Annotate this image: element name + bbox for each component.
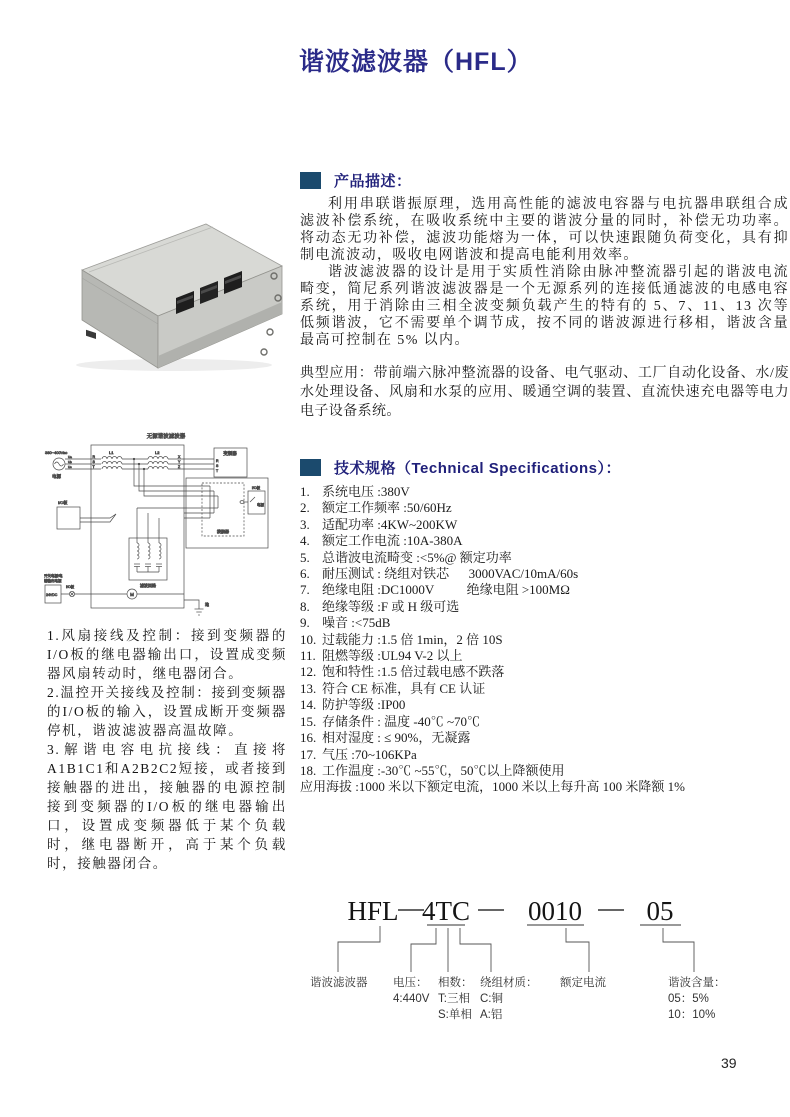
wiring-note-1: 1.风扇接线及控制：接到变频器的I/O板的继电器输出口，设置成变频器风扇转动时，继电器闭合。 [47, 628, 287, 681]
supply-voltage-label: 380~400Vac [45, 450, 68, 455]
spec-item: 3. 适配功率 :4KW~200KW [300, 516, 458, 532]
out-x-label: X [178, 455, 181, 459]
out-y-label: Y [178, 460, 181, 464]
label-winding-item-1: C:铜 [480, 993, 503, 1005]
label-voltage-title: 电压： [393, 977, 428, 989]
spec-item: 6. 耐压测试 : 绕组对铁芯 3000VAC/10mA/60s [300, 566, 579, 582]
relay-power-label: 电源 [257, 503, 264, 507]
vfd-label: 变频器 [223, 451, 237, 456]
lc-circuit-label: 滤波回路 [140, 583, 156, 588]
spec-item: 8. 绝缘等级 :F 或 H 级可选 [300, 598, 460, 614]
phase-ua-label: Ua [68, 455, 72, 459]
label-winding-item-2: A:铝 [480, 1009, 503, 1021]
label-harmonic-item-1: 05：5% [668, 993, 709, 1005]
label-harmonic-title: 谐波含量： [668, 977, 726, 989]
model-code-diagram [308, 892, 782, 1034]
label-winding-title: 绕组材质： [480, 977, 538, 989]
spec-item: 16. 相对湿度 : ≤ 90%，无凝露 [300, 730, 471, 746]
dc-label: 24VDC [46, 593, 58, 597]
spec-item: 7. 绝缘电阻 :DC1000V 绝缘电阻 >100MΩ [300, 582, 570, 598]
spec-item: 2. 额定工作频率 :50/60Hz [300, 500, 452, 516]
wiring-notes [47, 626, 287, 873]
psu-label-1: 开关电源/电 [44, 574, 63, 578]
section-technical-specifications [300, 457, 621, 478]
model-connectors [338, 926, 694, 972]
model-segment-harmonic: 05 [646, 896, 674, 926]
vfd-r-label: R [216, 459, 219, 463]
io-board-right-label: I/O板 [251, 486, 261, 490]
label-rated-current: 额定电流 [560, 977, 606, 989]
product-photo [56, 206, 288, 374]
lc-branches [134, 508, 184, 572]
spec-item: 17. 气压 :70~106KPa [300, 746, 417, 762]
label-phase-title: 相数： [438, 977, 473, 989]
contactor-label: 接触器 [217, 529, 229, 534]
io-board-left-label: I/O板 [58, 500, 68, 505]
section-label: 技术规格（Technical Specifications）： [334, 460, 621, 477]
section-square-icon [300, 172, 321, 189]
io-pointer [80, 514, 116, 522]
psu-label-2: 辅输出电源 [44, 579, 62, 583]
spec-item: 14. 防护等级 :IP00 [300, 697, 406, 713]
input-s-label: S [92, 460, 95, 464]
description-paragraph-2: 谐波滤波器的设计是用于实质性消除由脉冲整流器引起的谐波电流畸变，简尼系列谐波滤波器是一个无源系列的连接低通滤波的电感电容系统，用于消除由三相全波变频负载产生的特有的 5、7、11、13 次等低频谐波，它不需要单个调节成，按不同的谐波源进行移相，谐波含量最高可控制在 5% 以内。 [300, 265, 789, 348]
spec-item: 12. 饱和特性 :1.5 倍过载电感不跌落 [300, 664, 505, 680]
model-segment-hfl: HFL [347, 896, 399, 926]
description-block [300, 196, 789, 421]
spec-item: 13. 符合 CE 标准，具有 CE 认证 [300, 680, 486, 696]
wiring-diagram [44, 428, 291, 630]
mounting-foot [86, 330, 96, 339]
section-label: 产品描述： [334, 173, 412, 190]
filter-box [91, 445, 184, 608]
model-segment-current: 0010 [528, 896, 582, 926]
supply-label: 电源 [52, 474, 61, 479]
ground-label: 地 [205, 602, 209, 607]
typical-applications-paragraph: 典型应用：带前端六脉冲整流器的设备、电气驱动、工厂自动化设备、水/废水处理设备、风扇和水泵的应用、暖通空调的装置、直流快速充电器等电力电子设备系统。 [300, 366, 789, 419]
spec-item: 18. 工作温度 :-30℃ ~55℃，50℃以上降额使用 [300, 762, 565, 778]
label-voltage-item: 4:440V [393, 993, 430, 1005]
input-t-label: T [92, 465, 95, 469]
page-title: 谐波滤波器（HFL） [299, 48, 533, 76]
l2-coil-icon [148, 457, 168, 470]
ground-icon [195, 609, 204, 615]
fan-contact-label: I/O板 [66, 585, 75, 589]
vfd-t-label: T [216, 469, 219, 473]
motor-label: M [130, 592, 134, 597]
section-product-description [300, 170, 412, 191]
wiring-note-2: 2.温控开关接线及控制：接到变频器的I/O板的输入，设置成断开变频器停机，谐波滤波器高温故障。 [47, 685, 287, 738]
phase-ub-label: Ub [68, 460, 72, 464]
label-phase-item-2: S:单相 [438, 1009, 472, 1021]
section-square-icon [300, 459, 321, 476]
wiring-note-3: 3.解谐电容电抗接线：直接将A1B1C1和A2B2C2短接，或者接到接触器的进出，接触器的电源控制接到变频器的I/O板的继电器输出口，设置成变频器低于某个负载时，继电器断开，高于某个负载时，接触器闭合。 [47, 742, 287, 871]
spec-item: 1. 系统电压 :380V [300, 484, 410, 499]
label-phase-item-1: T:三相 [438, 993, 470, 1005]
l2-label: L2 [155, 450, 160, 455]
label-product: 谐波滤波器 [310, 977, 368, 989]
spec-item: 9. 噪音 :<75dB [300, 615, 391, 631]
phase-uc-label: Uc [68, 465, 72, 469]
l1-label: L1 [109, 450, 114, 455]
diagram-title: 无源谐波滤波器 [146, 434, 186, 440]
out-z-label: Z [178, 465, 181, 469]
page-number: 39 [721, 1055, 737, 1071]
spec-list [300, 484, 789, 796]
input-r-label: R [92, 455, 96, 459]
altitude-note: 应用海拔 :1000 米以下额定电流，1000 米以上每升高 100 米降额 1% [300, 779, 685, 795]
spec-item: 5. 总谐波电流畸变 :<5%@ 额定功率 [300, 549, 512, 565]
description-paragraph-1: 利用串联谐振原理，选用高性能的滤波电容器与电抗器串联组合成滤波补偿系统，在吸收系统中主要的谐波分量的同时，补偿无功功率。将动态无功补偿，滤波功能熔为一体，可以快速跟随负荷变化，具有抑制电流波动，吸收电网谐波和提高电能利用效率。 [300, 197, 789, 263]
spec-item: 4. 额定工作电流 :10A-380A [300, 533, 463, 549]
label-harmonic-item-2: 10：10% [668, 1009, 716, 1021]
l1-coil-icon [102, 457, 122, 470]
spec-item: 11. 阻燃等级 :UL94 V-2 以上 [300, 648, 463, 664]
model-segment-voltage-phase-winding: 4TC [421, 896, 471, 926]
vfd-s-label: S [216, 464, 219, 468]
spec-item: 15. 存储条件 : 温度 -40℃ ~70℃ [300, 713, 480, 729]
spec-item: 10. 过载能力 :1.5 倍 1min，2 倍 10S [300, 631, 503, 647]
io-board-left-box [57, 507, 80, 529]
